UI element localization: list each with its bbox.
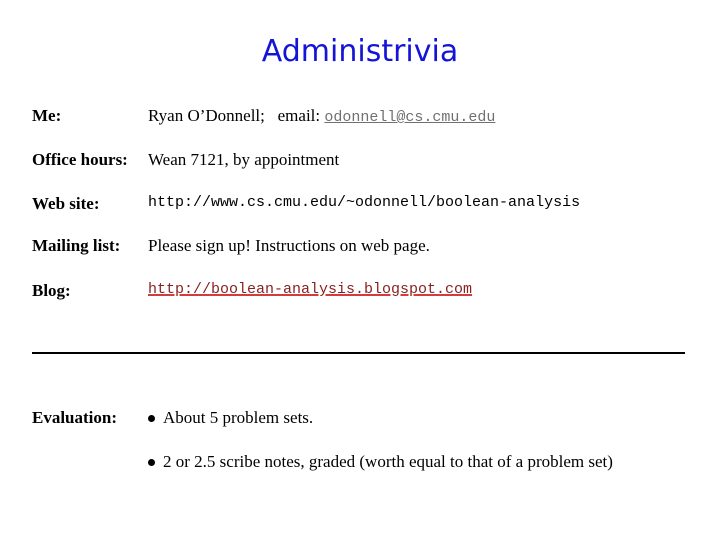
page-title: Administrivia [261,34,459,69]
evaluation-item-text: 2 or 2.5 scribe notes, graded (worth equal to that of a problem set) [163,452,613,471]
bullet-icon [148,459,155,466]
website-link[interactable]: http://www.cs.cmu.edu/~odonnell/boolean-analysis [148,194,581,211]
label-blog: Blog: [32,281,71,300]
name-text: Ryan O’Donnell; email: [148,106,325,125]
evaluation-item [148,452,613,472]
divider-line [32,352,685,354]
evaluation-item-text: About 5 problem sets. [163,408,314,427]
label-office-hours: Office hours: [32,150,128,169]
email-link[interactable]: odonnell@cs.cmu.edu [324,109,496,126]
evaluation-item [148,408,313,428]
label-evaluation: Evaluation: [32,408,118,427]
value-mailing-list: Please sign up! Instructions on web page. [148,236,430,255]
label-me: Me: [32,106,62,125]
label-mailing-list: Mailing list: [32,236,121,255]
bullet-icon [148,415,155,422]
label-website: Web site: [32,194,100,213]
value-me [148,106,495,126]
blog-link[interactable]: http://boolean-analysis.blogspot.com [148,281,473,298]
value-office-hours: Wean 7121, by appointment [148,150,340,169]
